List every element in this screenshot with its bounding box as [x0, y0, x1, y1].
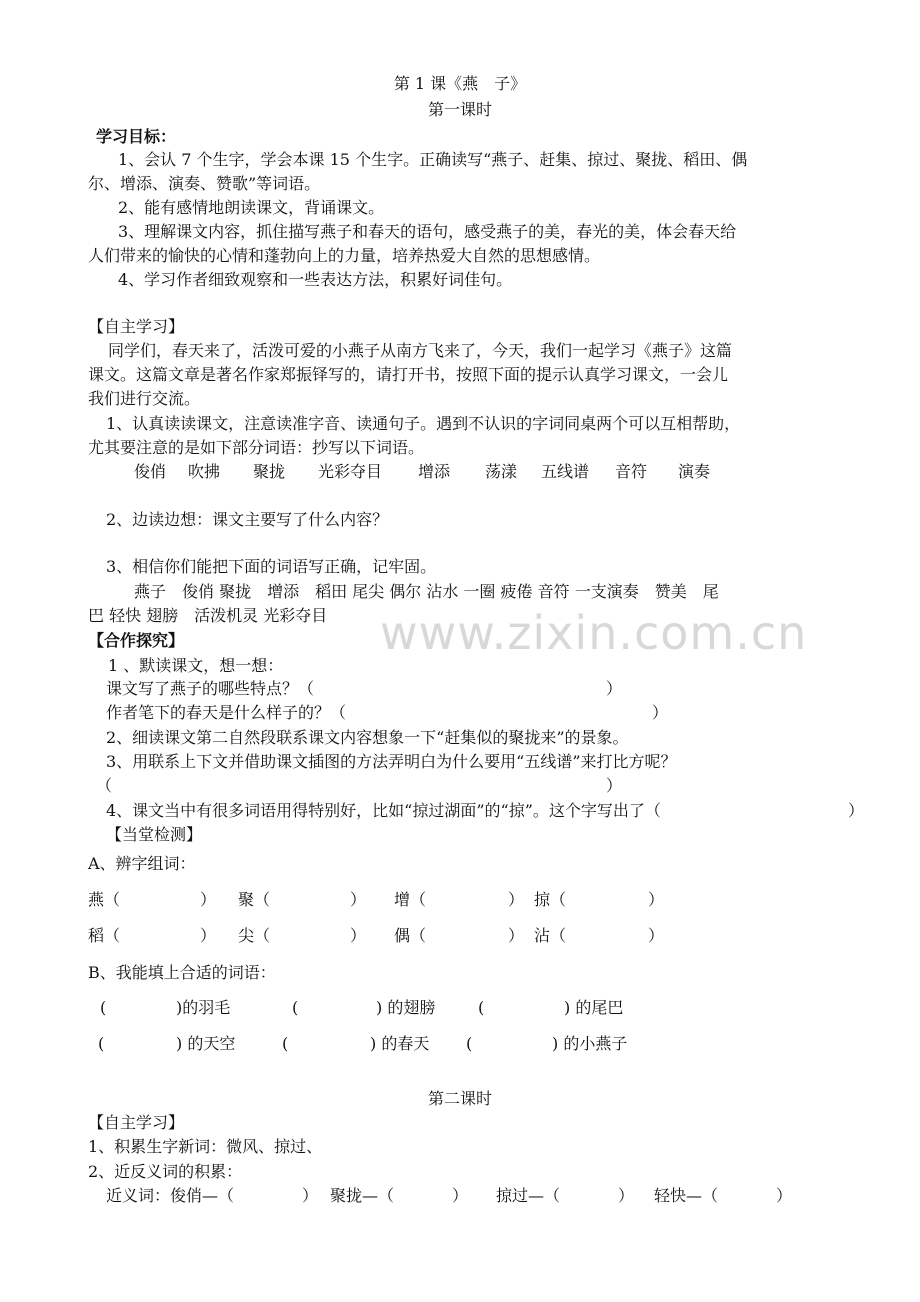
answer-blank-close: ）	[848, 801, 865, 820]
vocab-word: 增添	[418, 462, 451, 481]
char-blank-open: 偶（	[394, 926, 427, 945]
synonym-blank-close: ）	[452, 1186, 469, 1205]
answer-blank-close: ）	[606, 776, 623, 795]
self-study-item-1-a: 1、认真读读课文，注意读准字音、读通句子。遇到不认识的字词同桌两个可以互相帮助，	[106, 414, 741, 433]
vocab-word: 吹拂	[188, 462, 221, 481]
synonym-blank-close: ）	[302, 1186, 319, 1205]
fill-blank-phrase: ) 的天空	[176, 1034, 236, 1053]
self-study-intro-c: 我们进行交流。	[88, 389, 201, 408]
char-blank-close: ）	[648, 926, 665, 945]
vocab-word: 聚拢	[253, 462, 286, 481]
check-part-b: B、我能填上合适的词语：	[88, 963, 276, 982]
synonym-blank-open: 轻快—（	[654, 1186, 719, 1205]
watermark: www.zixin.com.cn	[380, 606, 808, 660]
check-part-a: A、辨字组词：	[88, 854, 196, 873]
period-two-title: 第二课时	[427, 1089, 492, 1108]
cooperate-question-1: 课文写了燕子的哪些特点？（	[106, 679, 315, 698]
char-blank-open: 沾（	[534, 926, 567, 945]
vocab-word: 演奏	[678, 462, 711, 481]
vocab-word: 五线谱	[541, 462, 590, 481]
self-study-intro-a: 同学们，春天来了，活泼可爱的小燕子从南方飞来了，今天，我们一起学习《燕子》这篇	[108, 341, 733, 360]
fill-blank-open: (	[282, 1034, 289, 1053]
synonym-blank-close: ）	[776, 1186, 793, 1205]
goal-3-a: 3、理解课文内容，抓住描写燕子和春天的语句，感受燕子的美，春光的美，体会春天给	[118, 222, 737, 241]
char-blank-close: ）	[350, 926, 367, 945]
self-study-words-b: 巴 轻快 翅膀 活泼机灵 光彩夺目	[88, 606, 328, 625]
self-study-intro-b: 课文。这篇文章是著名作家郑振铎写的，请打开书，按照下面的提示认真学习课文，一会儿	[88, 365, 729, 384]
vocab-word: 光彩夺目	[318, 462, 383, 481]
char-blank-close: ）	[200, 926, 217, 945]
synonym-blank-open: 近义词：俊俏—（	[106, 1186, 235, 1205]
synonym-blank-open: 聚拢—（	[330, 1186, 395, 1205]
char-blank-open: 稻（	[88, 926, 121, 945]
char-blank-close: ）	[508, 890, 525, 909]
cooperate-heading: 【合作探究】	[88, 631, 185, 650]
char-blank-open: 尖（	[238, 926, 271, 945]
self-study-item-1-b: 尤其要注意的是如下部分词语：抄写以下词语。	[88, 438, 425, 457]
fill-blank-open: (	[466, 1034, 473, 1053]
self-study-item-2: 2、边读边想：课文主要写了什么内容？	[106, 510, 389, 529]
fill-blank-open: (	[292, 998, 299, 1017]
char-blank-open: 燕（	[88, 890, 121, 909]
vocab-word: 俊俏	[134, 462, 167, 481]
cooperate-question-2: 作者笔下的春天是什么样子的？（	[106, 703, 347, 722]
period-one-title: 第一课时	[427, 100, 492, 119]
fill-blank-open: (	[98, 1034, 105, 1053]
lesson-title: 第 1 课《燕 子》	[393, 74, 527, 93]
char-blank-close: ）	[508, 926, 525, 945]
answer-blank-close: ）	[606, 679, 623, 698]
synonym-blank-close: ）	[618, 1186, 635, 1205]
fill-blank-phrase: ) 的翅膀	[376, 998, 436, 1017]
cooperate-item-3: 3、用联系上下文并借助课文插图的方法弄明白为什么要用“五线谱”来打比方呢？	[106, 752, 677, 771]
fill-blank-phrase: ) 的春天	[370, 1034, 430, 1053]
goal-2: 2、能有感情地朗读课文，背诵课文。	[118, 198, 385, 217]
fill-blank-phrase: ) 的尾巴	[564, 998, 624, 1017]
fill-blank-phrase: ) 的小燕子	[552, 1034, 628, 1053]
synonym-blank-open: 掠过—（	[496, 1186, 561, 1205]
fill-blank-open: (	[478, 998, 485, 1017]
period-two-item-1: 1、积累生字新词：微风、掠过、	[88, 1137, 323, 1156]
goal-1-b: 尔、增添、演奏、赞歌”等词语。	[88, 174, 321, 193]
vocab-word: 音符	[615, 462, 648, 481]
char-blank-close: ）	[350, 890, 367, 909]
char-blank-close: ）	[648, 890, 665, 909]
char-blank-open: 掠（	[534, 890, 567, 909]
cooperate-item-2: 2、细读课文第二自然段联系课文内容想象一下“赶集似的聚拢来”的景象。	[106, 728, 629, 747]
fill-blank-phrase: )的羽毛	[176, 998, 231, 1017]
goals-heading: 学习目标：	[96, 127, 177, 146]
check-heading: 【当堂检测】	[106, 825, 203, 844]
goal-1-a: 1、会认 7 个生字，学会本课 15 个生字。正确读写“燕子、赶集、掠过、聚拢、稻田、偶	[118, 150, 748, 169]
answer-blank-close: ）	[652, 703, 669, 722]
period-two-heading: 【自主学习】	[88, 1113, 185, 1132]
self-study-item-3: 3、相信你们能把下面的词语写正确，记牢固。	[106, 557, 437, 576]
period-two-item-2: 2、近反义词的积累：	[88, 1162, 243, 1181]
cooperate-item-4: 4、课文当中有很多词语用得特别好，比如“掠过湖面”的“掠”。这个字写出了（	[106, 801, 661, 820]
fill-blank-open: (	[100, 998, 107, 1017]
char-blank-close: ）	[200, 890, 217, 909]
self-study-heading: 【自主学习】	[88, 317, 185, 336]
goal-4: 4、学习作者细致观察和一些表达方法，积累好词佳句。	[118, 270, 513, 289]
cooperate-item-1: 1 、默读课文，想一想：	[108, 656, 284, 675]
char-blank-open: 聚（	[238, 890, 271, 909]
self-study-words-a: 燕子 俊俏 聚拢 增添 稻田 尾尖 偶尔 沾水 一圈 疲倦 音符 一支演奏 赞美 尾	[134, 582, 719, 601]
goal-3-b: 人们带来的愉快的心情和蓬勃向上的力量，培养热爱大自然的思想感情。	[88, 246, 601, 265]
char-blank-open: 增（	[394, 890, 427, 909]
vocab-word: 荡漾	[485, 462, 518, 481]
answer-blank-open: （	[96, 776, 113, 795]
